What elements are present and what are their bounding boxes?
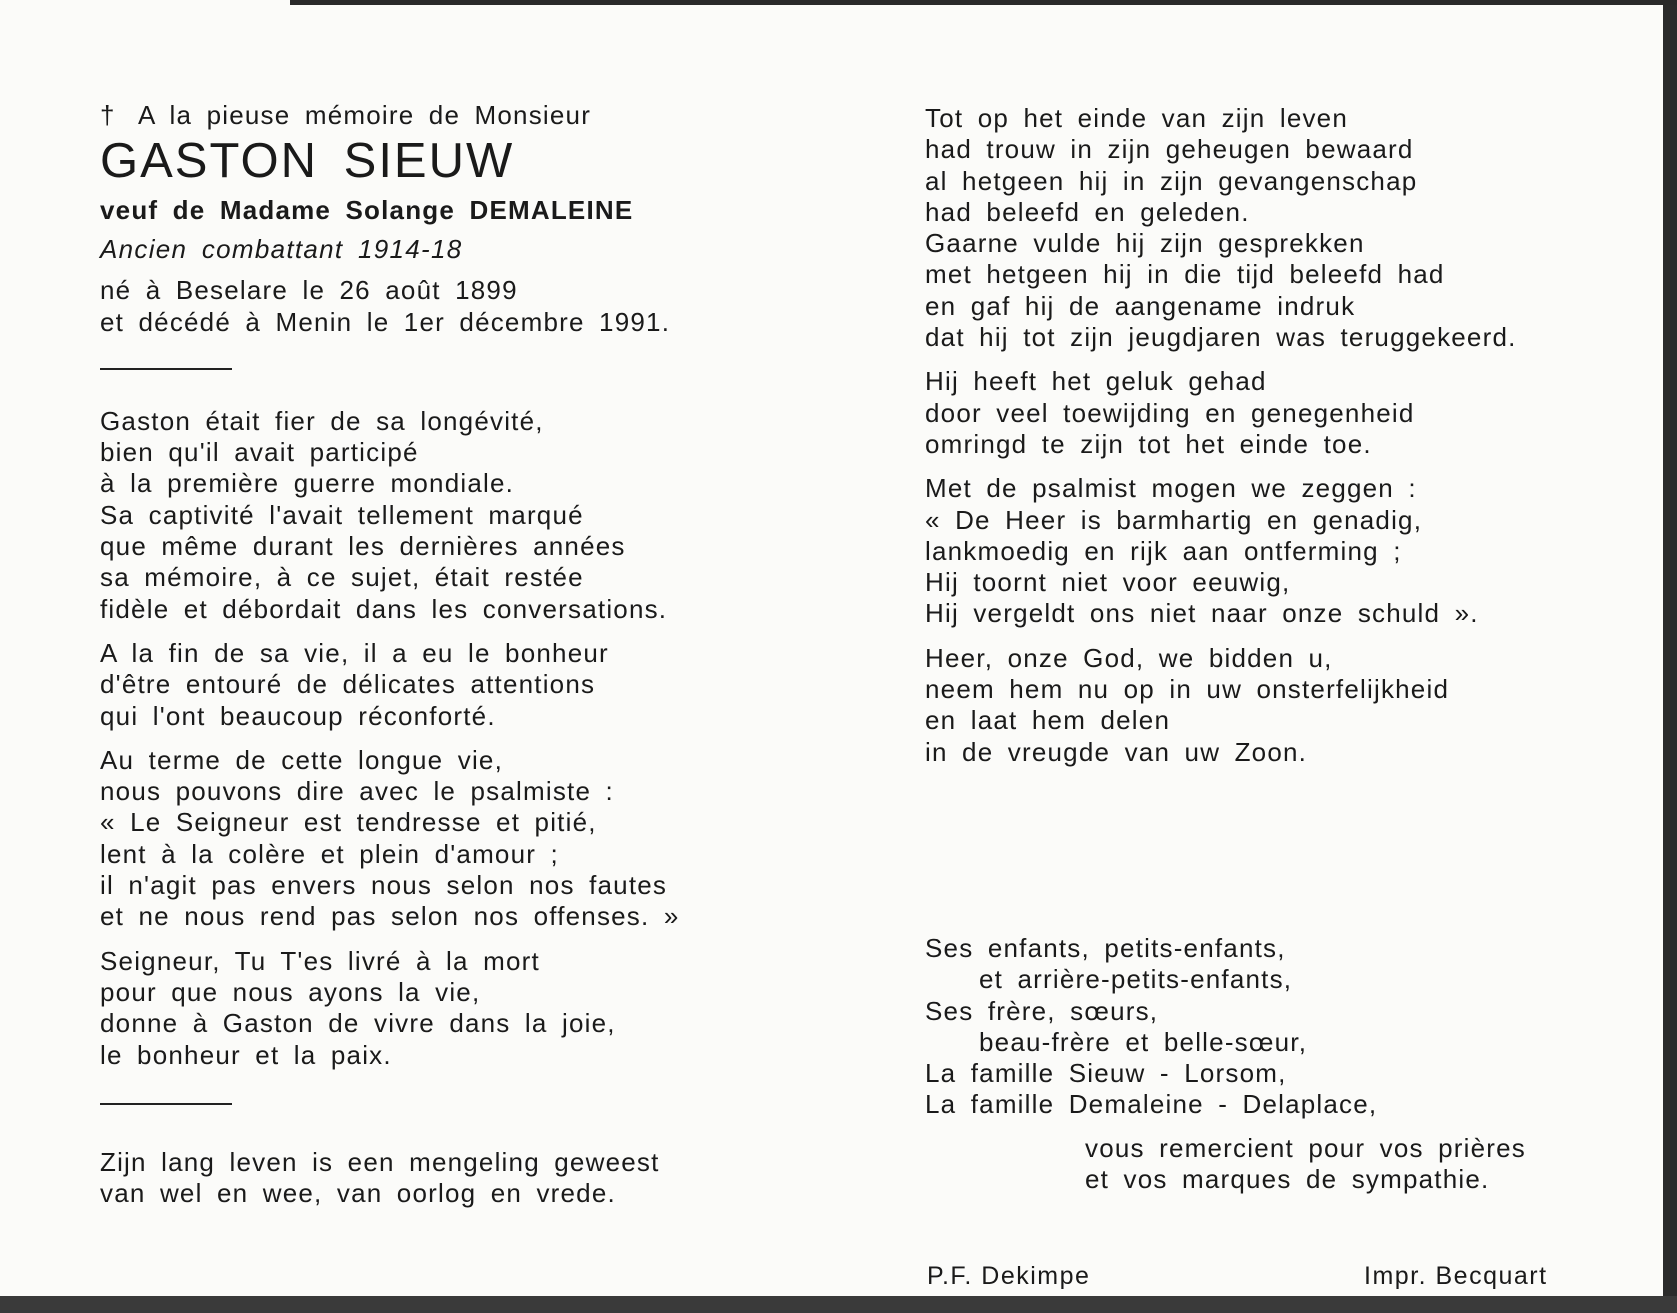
left-column — [100, 100, 820, 1209]
family-line: La famille Sieuw - Lorsom, — [925, 1058, 1287, 1089]
right-stanza-4 — [925, 643, 1625, 768]
text-line: A la fin de sa vie, il a eu le bonheur — [100, 637, 609, 668]
family-line: Ses enfants, petits-enfants, — [925, 933, 1286, 963]
text-line: Hij vergeldt ons niet naar onze schuld ». — [925, 598, 1479, 629]
divider — [100, 1103, 232, 1105]
text-line: had trouw in zijn geheugen bewaard — [925, 134, 1414, 165]
veteran-line: Ancien combattant 1914-18 — [100, 234, 463, 265]
deceased-name: GASTON SIEUW — [100, 134, 515, 189]
text-line: al hetgeen hij in zijn gevangenschap — [925, 165, 1418, 196]
text-line: d'être entouré de délicates attentions — [100, 669, 596, 700]
right-stanza-1 — [925, 103, 1625, 353]
text-line: « De Heer is barmhartig en genadig, — [925, 504, 1423, 535]
family-line: La famille Demaleine - Delaplace, — [925, 1089, 1378, 1120]
text-line: Hij toornt niet voor eeuwig, — [925, 567, 1291, 598]
printer-credit: Impr. Becquart — [1364, 1262, 1548, 1290]
thanks-block — [1085, 1133, 1526, 1196]
text-line: van wel en wee, van oorlog en vrede. — [100, 1178, 616, 1209]
divider — [100, 368, 232, 370]
cross-icon: † — [100, 100, 116, 130]
birth-line: né à Beselare le 26 août 1899 — [100, 275, 518, 306]
dates-block — [100, 275, 820, 338]
text-line: « Le Seigneur est tendresse et pitié, — [100, 807, 597, 838]
text-line: et ne nous rend pas selon nos offenses. » — [100, 901, 680, 932]
text-line: lankmoedig en rijk aan ontferming ; — [925, 535, 1402, 566]
text-line: nous pouvons dire avec le psalmiste : — [100, 776, 614, 807]
text-line: fidèle et débordait dans les conversations. — [100, 593, 668, 624]
text-line: en gaf hij de aangename indruk — [925, 290, 1356, 321]
text-line: Heer, onze God, we bidden u, — [925, 642, 1333, 673]
left-stanza-1 — [100, 406, 820, 625]
text-line: Seigneur, Tu T'es livré à la mort — [100, 945, 540, 976]
text-line: in de vreugde van uw Zoon. — [925, 736, 1308, 767]
text-line: Zijn lang leven is een mengeling geweest — [100, 1146, 660, 1177]
left-stanza-4 — [100, 946, 820, 1071]
text-line: had beleefd en geleden. — [925, 196, 1250, 227]
family-line: beau-frère et belle-sœur, — [979, 1026, 1308, 1057]
widow-line: veuf de Madame Solange DEMALEINE — [100, 195, 634, 226]
text-line: que même durant les dernières années — [100, 531, 626, 562]
memory-line — [100, 100, 820, 131]
right-stanza-3 — [925, 473, 1625, 629]
text-line: met hetgeen hij in die tijd beleefd had — [925, 259, 1445, 290]
top-edge-strip — [290, 0, 1677, 5]
family-line: et arrière-petits-enfants, — [979, 964, 1293, 995]
text-line: Gaarne vulde hij zijn gesprekken — [925, 228, 1365, 259]
text-line: dat hij tot zijn jeugdjaren was teruggekeerd. — [925, 322, 1517, 353]
text-line: Hij heeft het geluk gehad — [925, 366, 1267, 397]
text-line: lent à la colère et plein d'amour ; — [100, 838, 559, 869]
family-block — [925, 933, 1377, 1121]
text-line: en laat hem delen — [925, 705, 1171, 736]
family-line: Ses frère, sœurs, — [925, 995, 1159, 1026]
text-line: qui l'ont beaucoup réconforté. — [100, 700, 496, 731]
text-line: neem hem nu op in uw onsterfelijkheid — [925, 674, 1450, 705]
text-line: bien qu'il avait participé — [100, 437, 419, 468]
text-line: donne à Gaston de vivre dans la joie, — [100, 1008, 616, 1039]
text-line: le bonheur et la paix. — [100, 1039, 392, 1070]
right-column — [925, 103, 1625, 768]
text-line: omringd te zijn tot het einde toe. — [925, 428, 1372, 459]
thanks-line: vous remercient pour vos prières — [1085, 1133, 1526, 1163]
right-stanza-2 — [925, 366, 1625, 460]
text-line: pour que nous ayons la vie, — [100, 976, 481, 1007]
left-stanza-3 — [100, 745, 820, 933]
death-line: et décédé à Menin le 1er décembre 1991. — [100, 306, 671, 337]
left-stanza-2 — [100, 638, 820, 732]
left-stanza-5 — [100, 1147, 820, 1210]
text-line: Gaston était fier de sa longévité, — [100, 405, 544, 436]
author-credit: P.F. Dekimpe — [927, 1262, 1091, 1290]
thanks-line: et vos marques de sympathie. — [1085, 1164, 1490, 1195]
text-line: sa mémoire, à ce sujet, était restée — [100, 562, 584, 593]
text-line: il n'agit pas envers nous selon nos fautes — [100, 870, 668, 901]
text-line: Tot op het einde van zijn leven — [925, 103, 1348, 133]
memory-text: A la pieuse mémoire de Monsieur — [138, 100, 592, 130]
text-line: Au terme de cette longue vie, — [100, 744, 504, 775]
text-line: Sa captivité l'avait tellement marqué — [100, 499, 584, 530]
text-line: door veel toewijding en genegenheid — [925, 397, 1415, 428]
text-line: Met de psalmist mogen we zeggen : — [925, 473, 1417, 504]
text-line: à la première guerre mondiale. — [100, 468, 515, 499]
